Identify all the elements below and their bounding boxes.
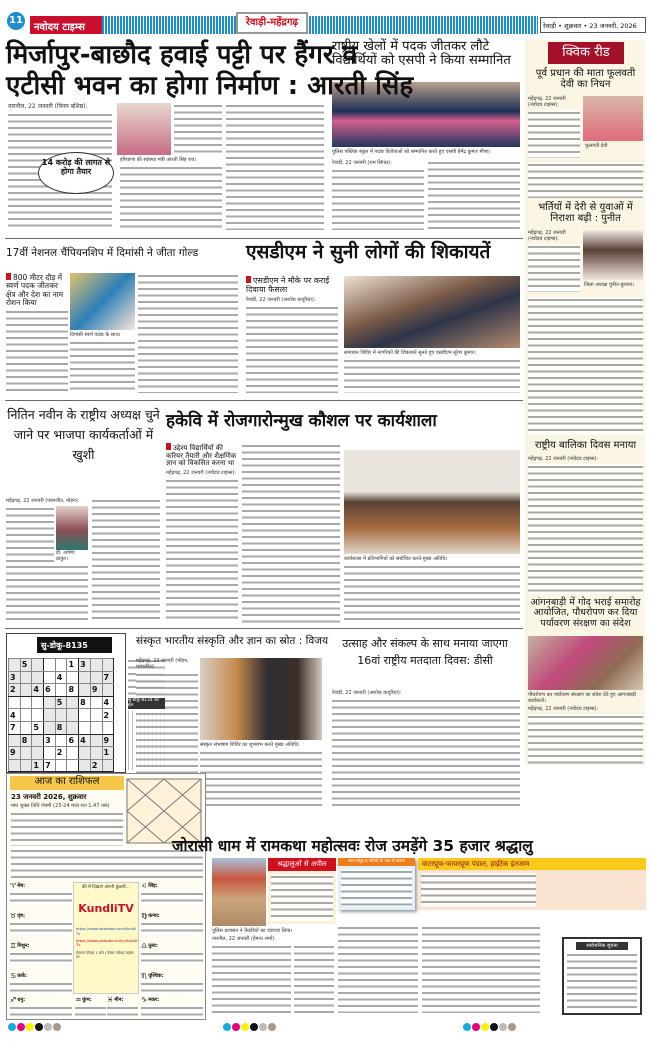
quick-read-item-photo bbox=[583, 230, 643, 280]
sudoku-cell[interactable] bbox=[9, 659, 21, 672]
zodiac-prediction bbox=[141, 891, 203, 904]
hkv-body-col3 bbox=[344, 564, 520, 623]
zodiac-prediction bbox=[75, 1005, 106, 1018]
sudoku-cell[interactable] bbox=[67, 709, 79, 722]
quick-read-item-headline: राष्ट्रीय बालिका दिवस मनाया bbox=[534, 440, 637, 451]
appeal-box-title: श्रद्धालुओं से अपील bbox=[268, 858, 336, 871]
zodiac-header bbox=[141, 882, 203, 890]
sudoku-cell[interactable] bbox=[90, 659, 102, 672]
sudoku-cell[interactable] bbox=[90, 747, 102, 760]
planet-positions bbox=[11, 811, 123, 846]
zodiac-header bbox=[10, 942, 72, 950]
hkv-body bbox=[166, 478, 238, 623]
kundli-ad bbox=[73, 882, 139, 994]
zodiac-name: मीन: bbox=[114, 997, 124, 1003]
zodiac-header bbox=[10, 972, 72, 980]
ramkatha-body-col4 bbox=[422, 925, 540, 1013]
rashifal-info-column bbox=[11, 803, 123, 846]
zodiac-sign-entry bbox=[10, 996, 72, 1018]
sudoku-cell[interactable] bbox=[90, 721, 102, 734]
zodiac-name: कुंभ: bbox=[82, 997, 92, 1003]
registration-dot bbox=[268, 1023, 276, 1031]
gold-body bbox=[6, 309, 68, 393]
sudoku-cell[interactable] bbox=[102, 684, 114, 697]
sanskrit-column-2 bbox=[200, 742, 322, 810]
sudoku-cell[interactable]: 8 bbox=[79, 696, 91, 709]
zodiac-prediction bbox=[141, 981, 203, 994]
sudoku-cell[interactable] bbox=[55, 684, 67, 697]
nitin-photo-block bbox=[56, 506, 88, 562]
sudoku-cell[interactable]: 4 bbox=[79, 734, 91, 747]
gold-photo bbox=[70, 273, 135, 330]
appeal-box-body bbox=[271, 874, 333, 921]
sudoku-cell[interactable] bbox=[44, 671, 56, 684]
sudoku-cell[interactable]: 3 bbox=[79, 659, 91, 672]
zodiac-prediction bbox=[10, 981, 72, 994]
zodiac-sign-entry bbox=[75, 996, 106, 1018]
quick-read-item-dateline: महेंद्रगढ़, 22 जनवरी (नवोदय टाइम्स): bbox=[528, 456, 599, 462]
sudoku-cell[interactable] bbox=[32, 671, 44, 684]
lead-photo-caption: हरियाणा की स्वास्थ्य मंत्री आरती सिंह राव। bbox=[120, 157, 197, 163]
sudoku-cell[interactable]: 7 bbox=[102, 671, 114, 684]
sudoku-cell[interactable] bbox=[55, 759, 67, 772]
hkv-column-3 bbox=[344, 556, 520, 623]
water-box bbox=[338, 858, 415, 910]
sudoku-box bbox=[6, 633, 126, 773]
edition-tag: रेवाड़ी-महेंद्रगढ़ bbox=[236, 12, 308, 34]
quick-read-item-photo bbox=[528, 636, 643, 690]
voter-headline: उत्साह और संकल्प के साथ मनाया जाएगा 16वां राष्ट्रीय मतदाता दिवस: डीसी bbox=[342, 637, 508, 667]
sudoku-cell[interactable] bbox=[9, 734, 21, 747]
zodiac-name: वृश्चिक: bbox=[148, 973, 164, 979]
sports-dateline: रेवाड़ी, 22 जनवरी (राम सिंगल): bbox=[332, 160, 392, 166]
sudoku-cell[interactable]: 7 bbox=[44, 759, 56, 772]
sdm-body bbox=[246, 305, 338, 393]
zodiac-name: सिंह: bbox=[148, 883, 158, 889]
divider bbox=[5, 238, 523, 239]
paper-name-logo: नवोदय टाइम्स bbox=[30, 16, 102, 34]
nitin-headline: नितिन नवीन के राष्ट्रीय अध्यक्ष चुने जाने पर भाजपा कार्यकर्ताओं में खुशी bbox=[7, 407, 160, 462]
zodiac-icon: ♉ bbox=[10, 912, 17, 920]
sudoku-cell[interactable] bbox=[79, 759, 91, 772]
zodiac-name: वृष: bbox=[17, 913, 25, 919]
zodiac-header bbox=[107, 996, 138, 1004]
sudoku-title: सु-डोकू-8135 bbox=[37, 637, 112, 653]
zodiac-header bbox=[10, 996, 72, 1004]
zodiac-prediction bbox=[10, 891, 72, 904]
sudoku-cell[interactable]: 9 bbox=[102, 734, 114, 747]
masthead bbox=[0, 10, 650, 36]
hkv-headline: हकेवि में रोजगारोन्मुख कौशल पर कार्यशाला bbox=[166, 411, 437, 431]
nitin-dateline: महेंद्रगढ़, 22 जनवरी (परमजीत, मोहन): bbox=[6, 498, 80, 504]
sudoku-cell[interactable] bbox=[20, 684, 32, 697]
zodiac-icon: ♑ bbox=[141, 996, 148, 1004]
sudoku-cell[interactable] bbox=[20, 709, 32, 722]
zodiac-name: मकर: bbox=[148, 997, 160, 1003]
sudoku-cell[interactable]: 5 bbox=[32, 721, 44, 734]
zodiac-sign-entry bbox=[10, 972, 72, 994]
zodiac-icon: ♍ bbox=[141, 912, 148, 920]
gold-headline: 17वीं नेशनल चैंपियनशिप में दिमांसी ने जीता गोल्ड bbox=[6, 247, 199, 259]
zodiac-prediction bbox=[10, 951, 72, 964]
zodiac-sign-entry bbox=[141, 912, 203, 934]
sudoku-cell[interactable] bbox=[90, 709, 102, 722]
zodiac-header bbox=[141, 912, 203, 920]
sudoku-cell[interactable] bbox=[9, 759, 21, 772]
ramkatha-body-col2 bbox=[294, 944, 334, 1014]
registration-dot bbox=[259, 1023, 267, 1031]
quick-read-item-body bbox=[528, 244, 580, 292]
sudoku-cell[interactable]: 4 bbox=[55, 671, 67, 684]
zodiac-icon: ♒ bbox=[75, 996, 82, 1004]
public-notice-title: सार्वजनिक सूचना bbox=[576, 942, 628, 950]
sdm-body-col2 bbox=[344, 358, 520, 393]
sudoku-cell[interactable] bbox=[79, 684, 91, 697]
hkv-subhead: उद्देश्य विद्यार्थियों की करियर तैयारी और शैक्षणिक ज्ञान को विकसित करना था bbox=[166, 444, 237, 468]
water-box-body bbox=[341, 869, 412, 907]
sudoku-cell[interactable]: 1 bbox=[32, 759, 44, 772]
zodiac-icon: ♓ bbox=[107, 996, 114, 1004]
lead-column-2 bbox=[120, 157, 222, 230]
sudoku-cell[interactable] bbox=[102, 721, 114, 734]
sports-headline: राष्ट्रीय खेलों में पदक जीतकर लौटे विद्यार्थियों को एसपी ने किया सम्मानित bbox=[332, 39, 511, 69]
quick-read-item-headline: पूर्व प्रधान की माता फूलवती देवी का निधन bbox=[535, 68, 636, 90]
color-registration-marks bbox=[8, 1023, 648, 1033]
sudoku-cell[interactable] bbox=[55, 734, 67, 747]
sports-body bbox=[332, 168, 424, 230]
lead-callout: 14 करोड़ की लागत से होगा तैयार bbox=[38, 152, 114, 194]
sdm-photo-caption: समाधान शिविर में नागरिकों की शिकायतें सुनते हुए एसडीएम सुरेश कुमार। bbox=[344, 350, 476, 356]
lead-dateline: नारनौल, 22 जनवरी (विनय बशिष्ठ): bbox=[8, 103, 88, 110]
quick-read-item-text bbox=[528, 456, 643, 594]
zodiac-icon: ♐ bbox=[10, 996, 17, 1004]
pandal-box-body bbox=[421, 873, 536, 907]
sudoku-cell[interactable]: 7 bbox=[9, 721, 21, 734]
sudoku-cell[interactable] bbox=[79, 747, 91, 760]
zodiac-name: कन्या: bbox=[148, 913, 160, 919]
sdm-column-1 bbox=[246, 276, 338, 393]
zodiac-icon: ♊ bbox=[10, 942, 17, 950]
quick-read-item-headline: भर्तियों में देरी से युवाओं में निराशा बढ़ी : पुनीत bbox=[538, 202, 633, 224]
sanskrit-photo-caption: संस्कृत संभाषण शिविर का शुभारंभ करते मुख्य अतिथि। bbox=[200, 742, 300, 748]
kundli-timing: रोजाना दोपहर 1 बजे | केवल नवोदय टाइम्स पर bbox=[76, 950, 134, 959]
sdm-subhead: एसडीएम ने मौके पर कराई दिवाया फैसला bbox=[246, 276, 338, 295]
sudoku-cell[interactable] bbox=[9, 696, 21, 709]
sudoku-cell[interactable]: 8 bbox=[20, 734, 32, 747]
rashifal-date: 23 जनवरी 2026, शुक्रवार bbox=[11, 793, 87, 801]
gold-column-2 bbox=[70, 332, 135, 393]
zodiac-sign-entry bbox=[141, 942, 203, 964]
sdm-photo bbox=[344, 276, 520, 348]
sudoku-cell[interactable] bbox=[32, 696, 44, 709]
sanskrit-photo bbox=[200, 658, 322, 740]
zodiac-header bbox=[10, 912, 72, 920]
quick-read-item-body bbox=[528, 110, 580, 158]
ramkatha-body-row bbox=[212, 944, 334, 1014]
sudoku-cell[interactable] bbox=[55, 659, 67, 672]
sdm-column-2 bbox=[344, 350, 520, 393]
date-line: रेवाड़ी • शुक्रवार • 23 जनवरी, 2026 bbox=[540, 17, 646, 33]
registration-dot bbox=[8, 1023, 16, 1031]
quick-read-item-photo-caption: पौधरोपण कर पर्यावरण संरक्षण का संदेश देते हुए आंगनबाड़ी कार्यकर्ता। bbox=[528, 692, 637, 704]
quick-read-item-photo bbox=[583, 96, 643, 141]
zodiac-prediction bbox=[107, 1005, 138, 1018]
sudoku-solution-label: सु-डोकू-8134 का हल bbox=[128, 698, 165, 709]
sudoku-cell[interactable] bbox=[67, 721, 79, 734]
rashifal-tithi: माघ शुक्ल तिथि पंचमी (23-24 मध्य रात 1.47 तक) bbox=[11, 803, 110, 809]
sudoku-cell[interactable] bbox=[44, 747, 56, 760]
sudoku-cell[interactable]: 4 bbox=[102, 696, 114, 709]
gold-subhead: 800 मीटर दौड़ में स्वर्ण पदक जीतकर क्षेत्र और देश का नाम रोशन किया bbox=[6, 273, 68, 307]
quick-read-item-body2 bbox=[528, 297, 643, 435]
zodiac-prediction bbox=[10, 1005, 72, 1018]
zodiac-prediction bbox=[10, 921, 72, 934]
youtube-link[interactable]: https://www.youtube.com/c/KundliTv bbox=[76, 939, 138, 948]
zodiac-prediction bbox=[141, 1005, 203, 1018]
sudoku-grid[interactable] bbox=[8, 658, 114, 772]
zodiac-sign-entry bbox=[10, 942, 72, 964]
nitin-photo bbox=[56, 506, 88, 550]
voter-body bbox=[332, 698, 520, 810]
sudoku-cell[interactable]: 9 bbox=[9, 747, 21, 760]
gold-column-1 bbox=[6, 273, 68, 393]
sudoku-cell[interactable] bbox=[90, 696, 102, 709]
sudoku-cell[interactable] bbox=[32, 734, 44, 747]
sudoku-cell[interactable]: 1 bbox=[102, 747, 114, 760]
rashifal-title: आज का राशिफल bbox=[10, 776, 124, 790]
nitin-body bbox=[6, 506, 54, 562]
sudoku-cell[interactable] bbox=[90, 734, 102, 747]
sudoku-cell[interactable] bbox=[55, 709, 67, 722]
sudoku-cell[interactable] bbox=[67, 747, 79, 760]
hkv-body-col2 bbox=[242, 443, 340, 623]
sudoku-cell[interactable] bbox=[79, 671, 91, 684]
nitin-body-col2 bbox=[92, 498, 160, 623]
quick-read-item-headline: आंगनबाड़ी में गोद भराई समारोह आयोजित, पौधरोपण कर दिया पर्यावरण संरक्षण का संदेश bbox=[530, 597, 641, 629]
rashifal-box bbox=[6, 773, 206, 1020]
sudoku-cell[interactable]: 3 bbox=[9, 671, 21, 684]
zodiac-name: तुला: bbox=[148, 943, 158, 949]
zodiac-header bbox=[10, 882, 72, 890]
sudoku-cell[interactable] bbox=[44, 659, 56, 672]
registration-dot bbox=[499, 1023, 507, 1031]
sudoku-cell[interactable] bbox=[20, 696, 32, 709]
page-number: 11 bbox=[7, 12, 25, 30]
lead-body-col3 bbox=[226, 103, 324, 230]
zodiac-header bbox=[141, 942, 203, 950]
voter-dateline: रेवाड़ी, 22 जनवरी (अशोक कथूरिया): bbox=[332, 690, 402, 696]
sudoku-cell[interactable] bbox=[79, 721, 91, 734]
sports-column-1 bbox=[332, 160, 424, 230]
zodiac-name: धनु: bbox=[17, 997, 26, 1003]
sudoku-cell[interactable]: 2 bbox=[55, 747, 67, 760]
sudoku-cell[interactable]: 2 bbox=[90, 759, 102, 772]
sudoku-cell[interactable] bbox=[67, 696, 79, 709]
sudoku-cell[interactable] bbox=[32, 709, 44, 722]
sudoku-cell[interactable] bbox=[67, 671, 79, 684]
divider bbox=[5, 400, 523, 401]
registration-dot bbox=[250, 1023, 258, 1031]
sudoku-cell[interactable] bbox=[102, 659, 114, 672]
registration-dot bbox=[232, 1023, 240, 1031]
registration-dot bbox=[508, 1023, 516, 1031]
nitin-photo-caption: डॉ. अर्पणा ठाकुर। bbox=[56, 550, 75, 562]
sanskrit-body-col2 bbox=[200, 750, 322, 810]
ramkatha-photo bbox=[212, 858, 266, 926]
ramkatha-dateline: नारनौल, 22 जनवरी (हेमन्त शर्मा): bbox=[212, 936, 276, 942]
quick-read-item-body bbox=[528, 714, 643, 764]
sudoku-cell[interactable]: 1 bbox=[67, 659, 79, 672]
kundli-brand-logo: KundliTV bbox=[78, 902, 134, 916]
gold-photo-caption: दिमांसी स्वर्ण पदक के साथ। bbox=[70, 332, 121, 338]
sudoku-cell[interactable] bbox=[20, 759, 32, 772]
registration-dot bbox=[490, 1023, 498, 1031]
voter-column bbox=[332, 690, 520, 810]
registration-dot bbox=[44, 1023, 52, 1031]
zodiac-sign-entry bbox=[141, 882, 203, 904]
quick-read-item-text bbox=[528, 96, 580, 158]
hkv-column-1 bbox=[166, 443, 238, 623]
sudoku-cell[interactable]: 9 bbox=[90, 684, 102, 697]
quick-read-item-text bbox=[528, 230, 580, 292]
zodiac-icon: ♏ bbox=[141, 972, 148, 980]
kundli-chart bbox=[125, 777, 203, 845]
sudoku-cell[interactable] bbox=[32, 659, 44, 672]
nitin-column-1 bbox=[6, 498, 88, 623]
nitin-photo-row bbox=[6, 506, 88, 562]
registration-dot bbox=[26, 1023, 34, 1031]
registration-dot bbox=[53, 1023, 61, 1031]
gold-body-col2 bbox=[70, 340, 135, 393]
masthead-stripes bbox=[102, 16, 538, 34]
sudoku-cell[interactable]: 5 bbox=[20, 659, 32, 672]
quick-read-item-text bbox=[528, 692, 643, 764]
sudoku-cell[interactable] bbox=[20, 747, 32, 760]
ramkatha-column-1 bbox=[212, 928, 334, 1014]
quick-read-item-dateline: महेंद्रगढ़, 22 जनवरी (नवोदय टाइम्स): bbox=[528, 230, 566, 242]
zodiac-icon: ♈ bbox=[10, 882, 17, 890]
lead-photo bbox=[117, 103, 171, 155]
zodiac-icon: ♎ bbox=[141, 942, 148, 950]
hkv-dateline: महेंद्रगढ़, 22 जनवरी (नवोदय टाइम्स): bbox=[166, 470, 237, 477]
sudoku-cell[interactable] bbox=[44, 709, 56, 722]
registration-dot bbox=[17, 1023, 25, 1031]
ramkatha-photo-caption: पुलिस प्रशासन ने तैयारियों का जायजा लिया। bbox=[212, 928, 293, 934]
registration-dot bbox=[223, 1023, 231, 1031]
lead-headline: मिर्जापुर-बाछौद हवाई पट्टी पर हैंगर व एटीसी भवन का होगा निर्माण : आरती सिंह bbox=[6, 40, 414, 101]
quick-read-item-body2 bbox=[528, 162, 643, 198]
sudoku-cell[interactable]: 8 bbox=[67, 684, 79, 697]
sudoku-cell[interactable]: 4 bbox=[32, 684, 44, 697]
public-notice-box bbox=[562, 937, 642, 1015]
nitin-body-col1b bbox=[6, 564, 88, 623]
sudoku-cell[interactable] bbox=[44, 696, 56, 709]
water-box-title: सात समुद्र व नदियों के जल से छकन bbox=[338, 858, 415, 866]
sdm-dateline: रेवाड़ी, 22 जनवरी (अशोक कथूरिया): bbox=[246, 296, 316, 303]
facebook-link[interactable]: https://www.facebook.com/KundliTv bbox=[76, 927, 136, 936]
sudoku-cell[interactable] bbox=[20, 721, 32, 734]
registration-dot bbox=[481, 1023, 489, 1031]
zodiac-prediction bbox=[141, 951, 203, 964]
quick-read-title: क्विक रीड bbox=[548, 42, 624, 64]
zodiac-icon: ♌ bbox=[141, 882, 148, 890]
zodiac-sign-entry bbox=[10, 912, 72, 934]
sudoku-cell[interactable] bbox=[32, 747, 44, 760]
hkv-photo-caption: कार्यशाला में प्रतिभागियों को संबोधित करते मुख्य अतिथि। bbox=[344, 556, 448, 562]
quick-read-item-body bbox=[528, 464, 643, 594]
lead-body-col2b bbox=[120, 165, 222, 230]
zodiac-name: मिथुन: bbox=[17, 943, 30, 949]
divider bbox=[5, 628, 523, 629]
lead-body-col2 bbox=[174, 103, 222, 155]
zodiac-header bbox=[75, 996, 106, 1004]
sudoku-cell[interactable] bbox=[79, 709, 91, 722]
ramkatha-body bbox=[212, 944, 291, 1014]
registration-dot bbox=[241, 1023, 249, 1031]
sudoku-cell[interactable]: 8 bbox=[55, 721, 67, 734]
zodiac-header bbox=[141, 996, 203, 1004]
sanskrit-dateline: महेंद्रगढ़, 22 जनवरी (मोहन, परमजीत): bbox=[136, 658, 189, 670]
registration-dot bbox=[463, 1023, 471, 1031]
pandal-box bbox=[418, 858, 646, 910]
pandal-box-title: वाटरप्रूफ-फायरप्रूफ पंडाल, हाईटेक इंतजाम bbox=[418, 858, 646, 870]
zodiac-sign-entry bbox=[141, 972, 203, 994]
zodiac-sign-entry bbox=[141, 996, 203, 1018]
zodiac-header bbox=[141, 972, 203, 980]
zodiac-sign-entry bbox=[10, 882, 72, 904]
sudoku-cell[interactable]: 5 bbox=[55, 696, 67, 709]
zodiac-sign-entry bbox=[107, 996, 138, 1018]
gold-body-col3 bbox=[138, 273, 238, 393]
sudoku-cell[interactable] bbox=[67, 759, 79, 772]
quick-read-item-photo-caption: जिला अध्यक्ष पुनीत बुलाना। bbox=[584, 282, 634, 288]
zodiac-name: कर्क: bbox=[17, 973, 27, 979]
sdm-headline: एसडीएम ने सुनी लोगों की शिकायतें bbox=[246, 241, 491, 263]
registration-dot bbox=[472, 1023, 480, 1031]
zodiac-name: मेष: bbox=[17, 883, 26, 889]
zodiac-prediction bbox=[141, 921, 203, 934]
hkv-photo bbox=[344, 450, 520, 554]
sports-body-col2 bbox=[428, 160, 520, 230]
sudoku-cell[interactable] bbox=[20, 671, 32, 684]
sudoku-cell[interactable] bbox=[102, 759, 114, 772]
appeal-box bbox=[268, 858, 336, 924]
sudoku-cell[interactable]: 6 bbox=[44, 684, 56, 697]
sudoku-cell[interactable] bbox=[90, 671, 102, 684]
quick-read-item-dateline: महेंद्रगढ़, 22 जनवरी (नवोदय टाइम्स): bbox=[528, 706, 599, 712]
public-notice-body bbox=[567, 952, 637, 1010]
sudoku-cell[interactable]: 2 bbox=[9, 684, 21, 697]
sudoku-cell[interactable]: 2 bbox=[102, 709, 114, 722]
ramkatha-body-col3 bbox=[338, 925, 418, 1013]
registration-dot bbox=[35, 1023, 43, 1031]
sudoku-cell[interactable]: 4 bbox=[9, 709, 21, 722]
sanskrit-headline: संस्कृत भारतीय संस्कृति और ज्ञान का स्रोत : विजय bbox=[136, 635, 329, 647]
kundli-ad-text: फ्री में दिखाएं अपनी कुंडली... bbox=[82, 885, 130, 890]
sudoku-cell[interactable]: 6 bbox=[67, 734, 79, 747]
sudoku-cell[interactable] bbox=[44, 721, 56, 734]
quick-read-item-photo-caption: फूलवती देवी bbox=[585, 143, 608, 149]
sudoku-cell[interactable]: 3 bbox=[44, 734, 56, 747]
sports-photo-caption: पुलिस पब्लिक स्कूल में पदक विजेताओं को सम्मानित करते हुए एसपी हेमेंद्र कुमार मीणा। bbox=[332, 149, 491, 155]
zodiac-icon: ♋ bbox=[10, 972, 17, 980]
ramkatha-headline: जोरासी धाम में रामकथा महोत्सवः रोज उमड़ेंगे 35 हजार श्रद्धालु bbox=[172, 837, 533, 855]
quick-read-item-dateline: महेंद्रगढ़, 22 जनवरी (नवोदय टाइम्स): bbox=[528, 96, 566, 108]
